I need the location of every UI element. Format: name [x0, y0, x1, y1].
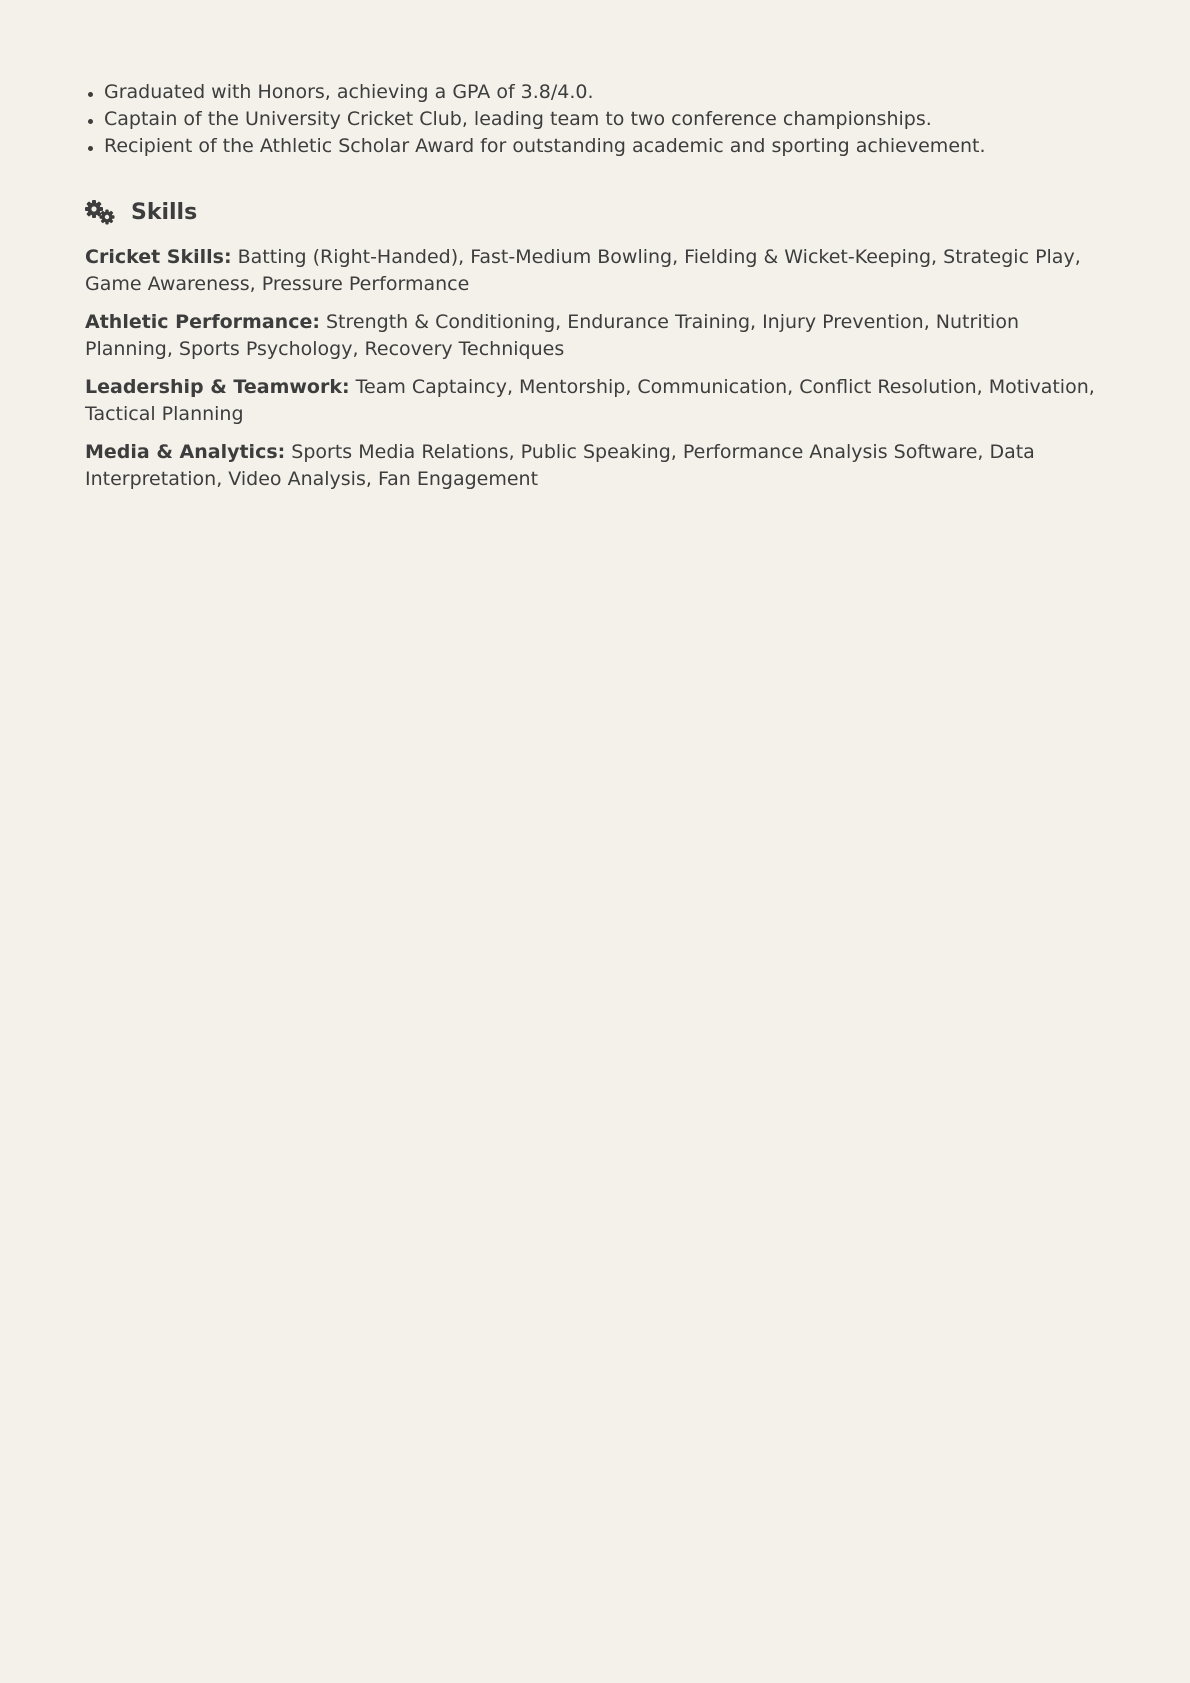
skill-label: Athletic Performance:: [85, 311, 320, 333]
skill-row-cricket: [85, 244, 1105, 298]
list-item: Graduated with Honors, achieving a GPA of 3.8/4.0.: [104, 79, 1105, 106]
skills-list: [85, 244, 1105, 493]
skill-text: Team Captaincy, Mentorship, Communication, Conflict Resolution, Motivation, Tactical Planning: [85, 376, 1095, 425]
achievements-list: [85, 79, 1105, 160]
skill-label: Cricket Skills:: [85, 246, 232, 268]
skill-label: Leadership & Teamwork:: [85, 376, 350, 398]
skill-row-athletic: [85, 309, 1105, 363]
skill-row-media: [85, 439, 1105, 493]
skill-text: Sports Media Relations, Public Speaking, Performance Analysis Software, Data Interpretation, Video Analysis, Fan Engagement: [85, 441, 1035, 490]
skills-section-header: [85, 198, 1105, 228]
list-item: Captain of the University Cricket Club, leading team to two conference championships.: [104, 106, 1105, 133]
skill-text: Strength & Conditioning, Endurance Training, Injury Prevention, Nutrition Planning, Sports Psychology, Recovery Techniques: [85, 311, 1019, 360]
skill-row-leadership: [85, 374, 1105, 428]
skill-label: Media & Analytics:: [85, 441, 286, 463]
skill-text: Batting (Right-Handed), Fast-Medium Bowling, Fielding & Wicket-Keeping, Strategic Play, Game Awareness, Pressure Performance: [85, 246, 1081, 295]
section-title: Skills: [131, 200, 198, 225]
list-item: Recipient of the Athletic Scholar Award for outstanding academic and sporting achievement.: [104, 133, 1105, 160]
gears-icon: [85, 200, 116, 226]
resume-page: [0, 0, 1190, 493]
